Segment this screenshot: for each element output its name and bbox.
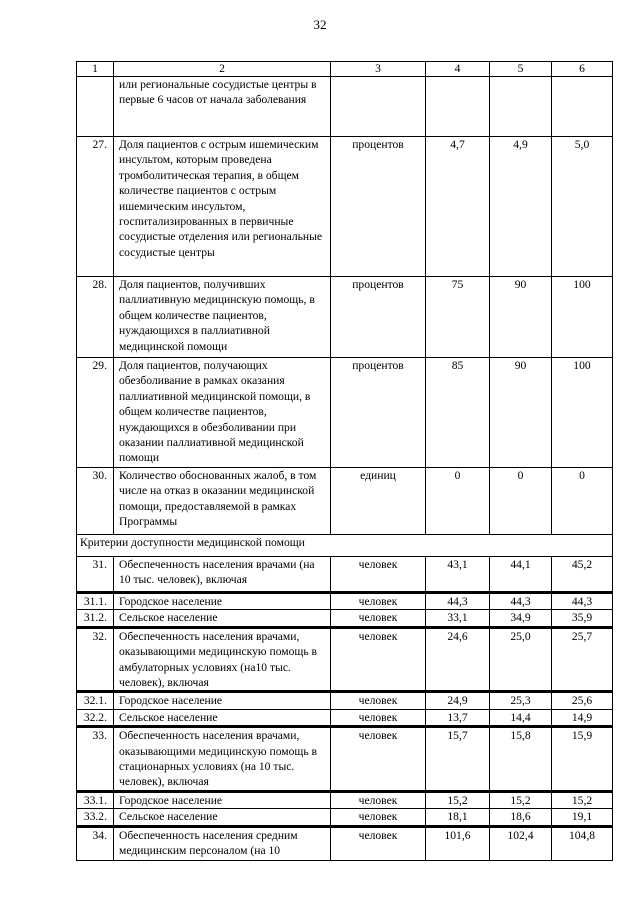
row-number: 33.2.	[77, 809, 114, 826]
indicator-name: Сельское население	[114, 809, 331, 826]
row-number: 30.	[77, 468, 114, 535]
table-row	[77, 826, 613, 860]
section-header-row	[77, 535, 613, 557]
value-year-3: 44,3	[552, 593, 613, 610]
value-year-1: 75	[426, 277, 490, 358]
indicator-name: Сельское население	[114, 610, 331, 627]
indicator-name: Доля пациентов, получивших паллиативную медицинскую помощь, в общем количестве пациентов, нуждающихся в паллиативной медицинской помощи	[114, 277, 331, 358]
table-row	[77, 692, 613, 709]
column-header: 4	[426, 62, 490, 77]
value-year-3: 25,7	[552, 627, 613, 692]
table-row	[77, 709, 613, 726]
value-year-2: 25,0	[490, 627, 552, 692]
value-year-1: 44,3	[426, 593, 490, 610]
value-year-2: 102,4	[490, 826, 552, 860]
value-year-2: 18,6	[490, 809, 552, 826]
value-year-3: 35,9	[552, 610, 613, 627]
value-year-1: 101,6	[426, 826, 490, 860]
table-row	[77, 137, 613, 277]
value-year-2: 34,9	[490, 610, 552, 627]
indicator-name: Количество обоснованных жалоб, в том числе на отказ в оказании медицинской помощи, предоставляемой в рамках Программы	[114, 468, 331, 535]
unit-cell: человек	[331, 593, 426, 610]
row-number: 32.2.	[77, 709, 114, 726]
value-year-2: 25,3	[490, 692, 552, 709]
column-header: 6	[552, 62, 613, 77]
table-row	[77, 277, 613, 358]
value-year-1: 15,7	[426, 727, 490, 792]
row-number: 32.	[77, 627, 114, 692]
column-header: 1	[77, 62, 114, 77]
row-number: 33.	[77, 727, 114, 792]
unit-cell: человек	[331, 557, 426, 593]
value-year-2: 0	[490, 468, 552, 535]
value-year-2	[490, 77, 552, 137]
row-number: 31.2.	[77, 610, 114, 627]
row-number: 27.	[77, 137, 114, 277]
row-number: 28.	[77, 277, 114, 358]
unit-cell: человек	[331, 791, 426, 808]
table-row	[77, 627, 613, 692]
unit-cell	[331, 77, 426, 137]
value-year-3: 19,1	[552, 809, 613, 826]
value-year-3: 25,6	[552, 692, 613, 709]
table-row	[77, 557, 613, 593]
indicator-name: Обеспеченность населения средним медицинским персоналом (на 10	[114, 826, 331, 860]
section-title: Критерии доступности медицинской помощи	[77, 535, 613, 557]
value-year-1: 43,1	[426, 557, 490, 593]
value-year-3: 100	[552, 277, 613, 358]
value-year-1: 0	[426, 468, 490, 535]
value-year-3: 15,2	[552, 791, 613, 808]
unit-cell: человек	[331, 709, 426, 726]
table-row	[77, 468, 613, 535]
indicator-name: Городское население	[114, 692, 331, 709]
value-year-3: 15,9	[552, 727, 613, 792]
row-number: 34.	[77, 826, 114, 860]
value-year-1: 33,1	[426, 610, 490, 627]
row-number: 31.1.	[77, 593, 114, 610]
value-year-3	[552, 77, 613, 137]
unit-cell: человек	[331, 610, 426, 627]
unit-cell: человек	[331, 809, 426, 826]
value-year-2: 4,9	[490, 137, 552, 277]
row-number: 32.1.	[77, 692, 114, 709]
value-year-3: 14,9	[552, 709, 613, 726]
value-year-1: 13,7	[426, 709, 490, 726]
indicator-name: или региональные сосудистые центры в первые 6 часов от начала заболевания	[114, 77, 331, 137]
value-year-2: 44,1	[490, 557, 552, 593]
value-year-2: 15,2	[490, 791, 552, 808]
indicators-table	[76, 61, 613, 861]
value-year-3: 45,2	[552, 557, 613, 593]
table-row	[77, 791, 613, 808]
value-year-3: 0	[552, 468, 613, 535]
table-row	[77, 358, 613, 468]
table-row	[77, 593, 613, 610]
indicator-name: Доля пациентов, получающих обезболивание в рамках оказания паллиативной медицинской помощи, в общем количестве пациентов, нуждающихся в обезболивании при оказании паллиативной медицинской помощи	[114, 358, 331, 468]
unit-cell: человек	[331, 826, 426, 860]
table-header-row	[77, 62, 613, 77]
row-number: 33.1.	[77, 791, 114, 808]
unit-cell: процентов	[331, 137, 426, 277]
unit-cell: человек	[331, 692, 426, 709]
value-year-3: 5,0	[552, 137, 613, 277]
indicator-name: Сельское население	[114, 709, 331, 726]
page-number: 32	[313, 17, 327, 32]
table-row	[77, 77, 613, 137]
value-year-3: 104,8	[552, 826, 613, 860]
value-year-1: 15,2	[426, 791, 490, 808]
value-year-2: 14,4	[490, 709, 552, 726]
value-year-1: 24,9	[426, 692, 490, 709]
value-year-2: 15,8	[490, 727, 552, 792]
value-year-1: 4,7	[426, 137, 490, 277]
row-number	[77, 77, 114, 137]
value-year-2: 44,3	[490, 593, 552, 610]
indicator-name: Городское население	[114, 593, 331, 610]
indicator-name: Обеспеченность населения врачами, оказывающими медицинскую помощь в амбулаторных условиях (на10 тыс. человек), включая	[114, 627, 331, 692]
unit-cell: процентов	[331, 277, 426, 358]
unit-cell: человек	[331, 727, 426, 792]
column-header: 2	[114, 62, 331, 77]
value-year-1: 24,6	[426, 627, 490, 692]
indicator-name: Доля пациентов с острым ишемическим инсультом, которым проведена тромболитическая терапия, в общем количестве пациентов с острым ишемическим инсультом, госпитализированных в первичные сосудистые отделения или региональные сосудистые центры	[114, 137, 331, 277]
value-year-1: 85	[426, 358, 490, 468]
unit-cell: процентов	[331, 358, 426, 468]
table-row	[77, 727, 613, 792]
value-year-1	[426, 77, 490, 137]
value-year-2: 90	[490, 277, 552, 358]
value-year-1: 18,1	[426, 809, 490, 826]
indicator-name: Обеспеченность населения врачами, оказывающими медицинскую помощь в стационарных условиях (на 10 тыс. человек), включая	[114, 727, 331, 792]
indicator-name: Обеспеченность населения врачами (на 10 тыс. человек), включая	[114, 557, 331, 593]
row-number: 31.	[77, 557, 114, 593]
column-header: 3	[331, 62, 426, 77]
unit-cell: единиц	[331, 468, 426, 535]
indicator-name: Городское население	[114, 791, 331, 808]
table-row	[77, 809, 613, 826]
column-header: 5	[490, 62, 552, 77]
row-number: 29.	[77, 358, 114, 468]
value-year-2: 90	[490, 358, 552, 468]
unit-cell: человек	[331, 627, 426, 692]
table-row	[77, 610, 613, 627]
value-year-3: 100	[552, 358, 613, 468]
